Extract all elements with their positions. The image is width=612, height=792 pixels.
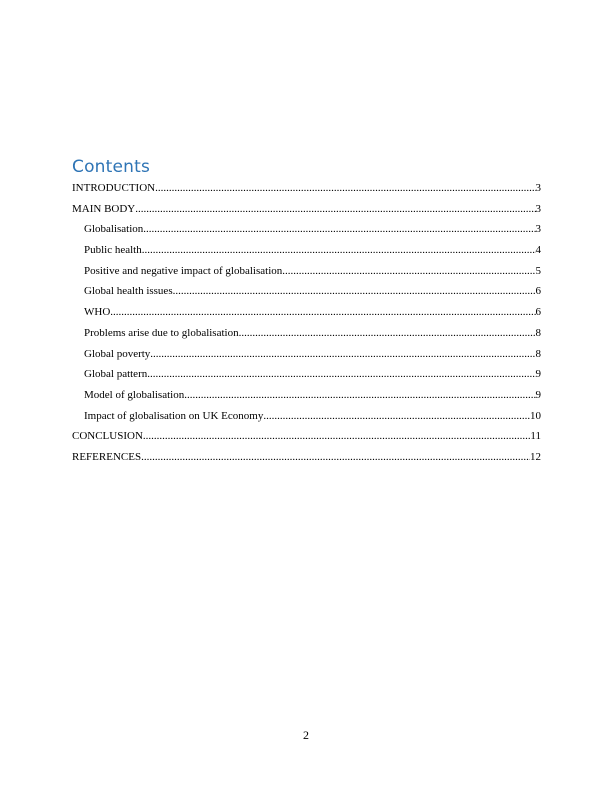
toc-entry-page: 5 xyxy=(535,264,541,277)
toc-entry-problems-arise[interactable] xyxy=(72,323,541,344)
toc-entry-global-health-issues[interactable] xyxy=(72,281,541,302)
toc-entry-title: Positive and negative impact of globalisation xyxy=(84,264,283,277)
toc-entry-page: 3 xyxy=(535,182,541,194)
toc-entry-title: MAIN BODY xyxy=(72,202,136,215)
dot-leader xyxy=(143,219,535,240)
toc-entry-title: Public health xyxy=(84,244,142,257)
toc-entry-title: REFERENCES xyxy=(72,450,142,463)
dot-leader xyxy=(142,240,536,261)
dot-leader xyxy=(184,385,535,406)
toc-entry-main-body[interactable] xyxy=(72,199,541,220)
dot-leader xyxy=(282,261,535,282)
toc-entry-page: 10 xyxy=(530,409,541,422)
toc-entry-title: Globalisation xyxy=(84,223,144,236)
dot-leader xyxy=(173,281,536,302)
toc-entry-page: 9 xyxy=(535,368,541,381)
toc-entry-title: CONCLUSION xyxy=(72,430,143,443)
dot-leader xyxy=(155,178,535,199)
toc-entry-page: 8 xyxy=(535,347,541,360)
toc-entry-page: 11 xyxy=(530,430,541,443)
toc-entry-global-poverty[interactable] xyxy=(72,344,541,365)
toc-entry-page: 3 xyxy=(535,223,541,236)
toc-entry-page: 8 xyxy=(535,326,541,339)
toc-entry-page: 3 xyxy=(535,202,541,215)
dot-leader xyxy=(239,323,536,344)
toc-entry-title: Impact of globalisation on UK Economy xyxy=(84,409,264,422)
toc-entry-title: WHO xyxy=(84,306,111,319)
toc-entry-positive-negative-impact[interactable] xyxy=(72,261,541,282)
toc-entry-page: 12 xyxy=(530,450,541,463)
toc-entry-title: INTRODUCTION xyxy=(72,182,156,194)
toc-entry-page: 6 xyxy=(535,285,541,298)
toc-entry-page: 9 xyxy=(535,388,541,401)
toc-entry-page: 4 xyxy=(535,244,541,257)
dot-leader xyxy=(141,447,530,468)
dot-leader xyxy=(150,344,535,365)
page-number: 2 xyxy=(303,728,309,742)
table-of-contents xyxy=(72,178,541,468)
toc-entry-title: Global pattern xyxy=(84,368,148,381)
toc-entry-references[interactable] xyxy=(72,447,541,468)
dot-leader xyxy=(143,426,531,447)
toc-entry-model-of-globalisation[interactable] xyxy=(72,385,541,406)
toc-entry-title: Global poverty xyxy=(84,347,151,360)
toc-entry-global-pattern[interactable] xyxy=(72,364,541,385)
toc-entry-conclusion[interactable] xyxy=(72,426,541,447)
dot-leader xyxy=(110,302,535,323)
toc-entry-title: Global health issues xyxy=(84,285,173,298)
toc-entry-uk-economy[interactable] xyxy=(72,406,541,427)
toc-entry-public-health[interactable] xyxy=(72,240,541,261)
dot-leader xyxy=(147,364,535,385)
toc-entry-introduction[interactable] xyxy=(72,178,541,199)
toc-entry-globalisation[interactable] xyxy=(72,219,541,240)
toc-entry-who[interactable] xyxy=(72,302,541,323)
dot-leader xyxy=(135,199,535,220)
toc-entry-title: Model of globalisation xyxy=(84,388,185,401)
dot-leader xyxy=(263,406,530,427)
toc-entry-title: Problems arise due to globalisation xyxy=(84,326,239,339)
toc-entry-page: 6 xyxy=(535,306,541,319)
toc-heading: Contents xyxy=(72,157,151,177)
